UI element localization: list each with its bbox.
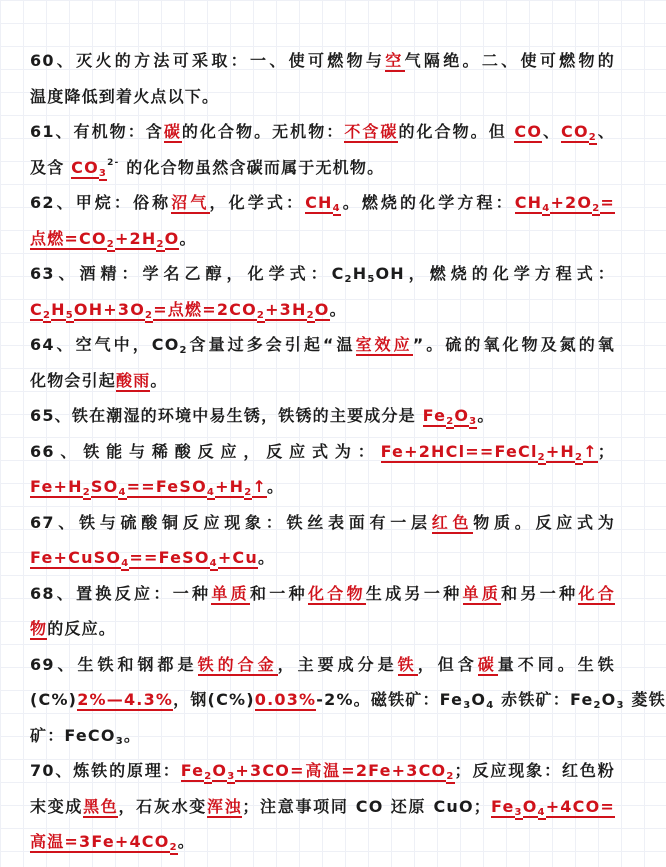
highlighted-term: 2 [106,238,115,250]
highlighted-term: 3 [469,416,478,427]
notes-content [30,43,666,860]
highlighted-term: O [314,299,330,319]
text-segment: 66、铁能与稀酸反应，反应式为： [30,441,381,461]
text-segment: ，主要成分是 [277,654,398,674]
highlighted-term: 2%—4.3% [77,690,174,709]
text-segment: 赤铁矿：Fe [494,690,594,709]
text-segment: 末变成 [30,796,84,816]
note-line [30,824,615,860]
highlighted-term: 2 [446,416,455,427]
note-line [30,434,615,470]
highlighted-term: 3 [98,167,108,179]
highlighted-term: 单质 [462,583,502,603]
script-text: 5 [367,274,376,285]
text-segment: 62、甲烷：俗称 [30,193,172,212]
text-segment: 。 [150,370,168,390]
highlighted-term: 3 [227,771,236,782]
highlighted-term: 碳 [163,122,182,141]
highlighted-term: +3H [265,299,307,319]
script-text: 3 [616,700,625,711]
text-segment: 量不同。生铁 [497,654,615,674]
highlighted-term: Fe+2HCl==FeCl [380,441,538,461]
text-segment: 67、铁与硫酸铜反应现象：铁丝表面有一层 [30,512,432,532]
highlighted-term: 2 [256,309,266,321]
highlighted-term: =点燃=2CO [153,299,257,319]
text-segment: (C%) [30,690,78,709]
text-segment: 。 [257,548,276,567]
note-line [30,576,615,612]
highlighted-term: CH [305,193,333,212]
highlighted-term: Fe [422,406,447,425]
highlighted-term: 2 [306,309,315,321]
text-segment: 物质。反应式为 [473,512,615,532]
text-segment: 。 [329,299,347,319]
text-segment: 温度降低到着火点以下。 [30,86,220,106]
highlighted-term: ==FeSO [126,477,207,496]
text-segment: 的反应。 [47,619,117,638]
highlighted-term: 物 [30,619,48,638]
highlighted-term: 化合物 [307,583,366,603]
highlighted-term: 碳 [477,654,498,674]
highlighted-term: +2H [114,228,157,248]
text-segment: 65、铁在潮湿的环境中易生锈，铁锈的主要成分是 [30,406,423,425]
note-line [30,505,615,541]
highlighted-term: 5 [65,309,74,321]
text-segment: 菱铁 [624,690,666,709]
text-segment: 、 [596,122,616,141]
highlighted-term: OH+3O [73,299,146,319]
script-text: 2 [344,274,353,285]
highlighted-term: C [30,299,43,319]
highlighted-term: CO [561,122,589,141]
text-segment: 60、灭火的方法可采取：一、使可燃物与 [30,51,386,70]
note-line [30,540,615,576]
script-text: 2 [593,700,602,711]
text-segment: 和一种 [249,583,308,603]
note-line [30,682,666,718]
highlighted-term: 酸雨 [116,370,151,390]
highlighted-term: CO [514,122,543,141]
note-line [30,398,615,434]
text-segment: 70、炼铁的原理： [30,761,181,780]
highlighted-term: +Cu [217,548,258,567]
highlighted-term: 室效应 [355,335,413,354]
highlighted-term: H [51,299,66,319]
highlighted-term: +3CO=高温=2Fe+3CO [235,761,447,780]
note-line [30,327,615,363]
highlighted-term: 黑色 [83,796,119,816]
highlighted-term: 铁的合金 [197,654,278,674]
highlighted-term: +H [215,477,245,496]
highlighted-term: SO [90,477,119,496]
highlighted-term: 空 [385,51,405,70]
text-segment: 。 [123,725,142,745]
text-segment: -2%。磁铁矿：Fe [316,690,464,709]
text-segment: ，钢(C%) [173,690,255,709]
highlighted-term: 2 [575,451,584,463]
note-line [30,150,615,186]
highlighted-term: ↑ [252,477,268,496]
highlighted-term: 红色 [431,512,474,532]
note-line [30,789,615,825]
highlighted-term: ==FeSO [129,548,210,567]
highlighted-term: Fe [490,796,515,816]
text-segment: 。 [177,832,195,851]
note-line [30,718,615,754]
text-segment: 61、有机物：含 [30,122,164,141]
highlighted-term: O [522,796,538,816]
text-segment: ； [597,441,615,461]
highlighted-term: ↑ [583,441,598,461]
note-line [30,114,615,150]
highlighted-term: 4 [121,558,130,569]
text-segment: O [471,690,487,709]
text-segment: 及含 [30,157,72,177]
text-segment: 的化合物。无机物： [181,122,345,141]
text-segment: 矿：FeCO [30,725,116,745]
script-text: 3 [115,735,124,747]
highlighted-term: O [164,228,180,248]
text-segment: 、 [542,122,562,141]
script-text: 2 [179,345,188,356]
highlighted-term: 不含碳 [344,122,399,141]
text-segment: 的化合物虽然含碳而属于无机物。 [119,157,385,177]
note-line [30,256,615,292]
text-segment: ；反应现象：红色粉 [454,761,615,780]
note-line [30,79,615,115]
highlighted-term: 2 [82,487,91,498]
highlighted-term: 高温=3Fe+4CO [30,832,170,851]
highlighted-term: 4 [332,203,341,214]
highlighted-term: Fe [180,761,205,780]
highlighted-term: 4 [209,558,218,569]
text-segment: 生成另一种 [365,583,463,603]
highlighted-term: 2 [169,842,178,853]
text-segment: 气隔绝。二、使可燃物的 [404,51,615,70]
text-segment: 和另一种 [501,583,579,603]
highlighted-term: CO [71,157,99,177]
text-segment: ，化学式： [209,193,306,212]
highlighted-term: 2 [592,203,601,214]
highlighted-term: 4 [537,806,546,818]
highlighted-term: O [212,761,228,780]
highlighted-term: 2 [42,309,52,321]
text-segment: 化物会引起 [30,370,117,390]
note-line [30,221,615,257]
text-segment: 的化合物。但 [398,122,515,141]
text-segment: 69、生铁和钢都是 [30,654,198,674]
text-segment: 。 [477,406,495,425]
text-segment: O [601,690,617,709]
highlighted-term: +4CO= [545,796,615,816]
text-segment: 68、置换反应：一种 [30,583,212,603]
highlighted-term: 2 [145,309,154,321]
note-line [30,185,615,221]
highlighted-term: 4 [206,487,216,498]
script-text: 2- [107,157,120,168]
text-segment: OH，燃烧的化学方程式： [375,264,615,283]
highlighted-term: 4 [118,487,127,498]
highlighted-term: 化合 [578,583,615,603]
text-segment: H [352,264,368,283]
highlighted-term: 浑浊 [206,796,243,816]
highlighted-term: 0.03% [254,690,317,709]
highlighted-term: Fe+CuSO [30,548,122,567]
highlighted-term: 2 [446,771,455,782]
highlighted-term: 单质 [211,583,250,603]
highlighted-term: CH [514,193,543,212]
text-segment: 。 [179,228,197,248]
script-text: 4 [486,700,495,711]
highlighted-term: Fe+H [30,477,83,496]
highlighted-term: O [454,406,470,425]
highlighted-term: 2 [537,451,546,463]
text-segment: 63、酒精：学名乙醇，化学式：C [30,264,345,283]
note-line [30,292,615,328]
text-segment: 。 [267,477,285,496]
highlighted-term: 点燃=CO [30,228,107,248]
highlighted-term: 铁 [397,654,418,674]
text-segment: 。燃烧的化学方程： [340,193,515,212]
text-segment: ，石灰水变 [118,796,207,816]
note-line [30,363,615,399]
highlighted-term: 2 [588,132,597,143]
highlighted-term: 2 [244,487,253,498]
note-line [30,43,615,79]
note-line [30,469,615,505]
note-line [30,647,615,683]
text-segment: 含量过多会引起“温 [187,335,356,354]
highlighted-term: 4 [542,203,551,214]
note-line [30,753,615,789]
highlighted-term: +H [545,441,576,461]
text-segment: 64、空气中，CO [30,335,180,354]
highlighted-term: 2 [156,238,165,250]
text-segment: ”。硫的氧化物及氮的氧 [412,335,615,354]
note-line [30,611,615,647]
highlighted-term: +2O [550,193,593,212]
highlighted-term: 2 [204,771,213,782]
text-segment: ，但含 [417,654,478,674]
script-text: 3 [463,700,472,711]
highlighted-term: 沼气 [171,193,210,212]
highlighted-term: = [600,193,615,212]
highlighted-term: 3 [514,806,523,818]
text-segment: ；注意事项同 CO 还原 CuO； [242,796,491,816]
